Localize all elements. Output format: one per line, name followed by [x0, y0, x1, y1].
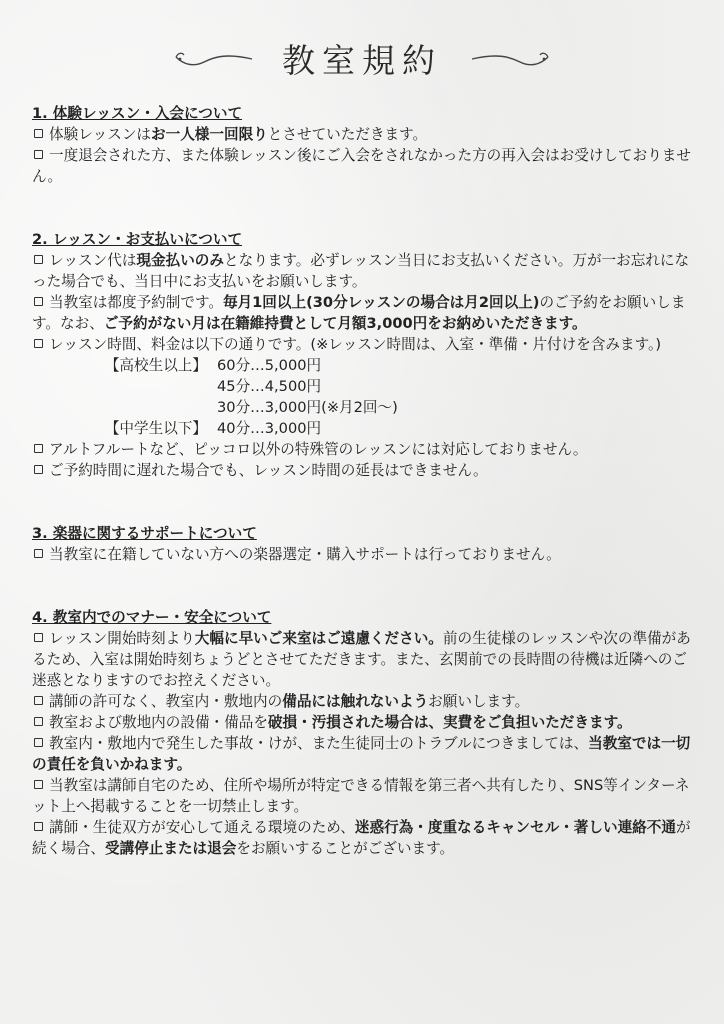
rule-emphasis: ご予約がない月は在籍維持費として月額3,000円をお納めいただきます。 [103, 315, 587, 332]
page-title: 教室規約 [282, 40, 442, 80]
page-header [0, 28, 724, 88]
rule-text: レッスン時間、料金は以下の通りです。(※レッスン時間は、入室・準備・片付けを含みます。) [49, 336, 662, 353]
rule-emphasis: 現金払いのみ [136, 252, 224, 269]
rule-text: のご予約をお願いします。なお、 [32, 294, 686, 332]
checkbox-bullet-icon [34, 339, 43, 348]
section-lesson-payment [32, 229, 694, 481]
section-heading: 1. 体験レッスン・入会について [32, 105, 243, 122]
rule-text: が続く場合、 [32, 819, 691, 857]
rule-item [32, 817, 694, 859]
rule-text: 当教室に在籍していない方への楽器選定・購入サポートは行っておりません。 [49, 546, 561, 563]
price-category [32, 397, 207, 418]
rule-text: 前の生徒様のレッスンや次の準備があるため、入室は開始時刻ちょうどとさせてただきます。また、玄関前での長時間の待機は近隣へのご迷惑となりますのでお控えください。 [32, 630, 691, 689]
rule-item [32, 250, 694, 292]
checkbox-bullet-icon [34, 549, 43, 558]
rule-text: 講師・生徒双方が安心して通える環境のため、 [49, 819, 355, 836]
rule-text: 教室および敷地内の設備・備品を [49, 714, 268, 731]
rule-text: 当教室は都度予約制です。 [49, 294, 223, 311]
section-heading: 2. レッスン・お支払いについて [32, 231, 243, 248]
rule-emphasis: お一人様一回限り [151, 126, 268, 143]
section-heading: 3. 楽器に関するサポートについて [32, 525, 257, 542]
checkbox-bullet-icon [34, 255, 43, 264]
rule-emphasis: 迷惑行為・度重なるキャンセル・著しい連絡不通 [354, 819, 676, 836]
price-category [32, 376, 207, 397]
rule-emphasis: 受講停止または退会 [104, 840, 237, 857]
rule-item [32, 334, 694, 355]
rule-emphasis: 備品には触れないよう [282, 693, 429, 710]
price-category: 【高校生以上】 [104, 357, 207, 374]
rule-text: レッスン代は [49, 252, 137, 269]
checkbox-bullet-icon [34, 738, 43, 747]
left-flourish-ornament [174, 43, 254, 73]
rule-text: 体験レッスンは [49, 126, 152, 143]
rule-text: 講師の許可なく、教室内・敷地内の [49, 693, 283, 710]
rule-item [32, 691, 694, 712]
rule-text: ご予約時間に遅れた場合でも、レッスン時間の延長はできません。 [49, 462, 488, 479]
rule-text: とさせていただきます。 [267, 126, 428, 143]
rule-item [32, 733, 694, 775]
checkbox-bullet-icon [34, 465, 43, 474]
checkbox-bullet-icon [34, 129, 43, 138]
checkbox-bullet-icon [34, 297, 43, 306]
rule-text: 一度退会された方、また体験レッスン後にご入会をされなかった方の再入会はお受けしておりません。 [32, 147, 691, 185]
price-row [32, 418, 694, 439]
rule-item [32, 775, 694, 817]
rule-text: レッスン開始時刻より [49, 630, 195, 647]
price-table [32, 355, 694, 439]
rule-item [32, 460, 694, 481]
rule-emphasis: 当教室では一切の責任を負いかねます。 [32, 735, 691, 773]
rule-item [32, 544, 694, 565]
checkbox-bullet-icon [34, 150, 43, 159]
rule-item [32, 292, 694, 334]
checkbox-bullet-icon [34, 633, 43, 642]
price-row [32, 376, 694, 397]
right-flourish-ornament [470, 43, 550, 73]
checkbox-bullet-icon [34, 696, 43, 705]
section-manners-safety [32, 607, 694, 859]
price-value: 30分…3,000円(※月2回〜) [217, 399, 398, 416]
checkbox-bullet-icon [34, 822, 43, 831]
rule-text: となります。必ずレッスン当日にお支払いください。万が一お忘れになった場合でも、当日中にお支払いをお願いします。 [32, 252, 690, 290]
rule-text: 当教室は講師自宅のため、住所や場所が特定できる情報を第三者へ共有したり、SNS等インターネット上へ掲載することを一切禁止します。 [32, 777, 690, 815]
section-instrument-support [32, 523, 694, 565]
rule-text: アルトフルートなど、ピッコロ以外の特殊管のレッスンには対応しておりません。 [49, 441, 588, 458]
checkbox-bullet-icon [34, 717, 43, 726]
price-value: 40分…3,000円 [217, 420, 322, 437]
rule-emphasis: 毎月1回以上(30分レッスンの場合は月2回以上) [222, 294, 540, 311]
rule-text: 教室内・敷地内で発生した事故・けが、また生徒同士のトラブルにつきましては、 [49, 735, 589, 752]
price-category: 【中学生以下】 [104, 420, 207, 437]
checkbox-bullet-icon [34, 444, 43, 453]
price-row [32, 355, 694, 376]
rule-emphasis: 大幅に早いご来室はご遠慮ください。 [194, 630, 443, 647]
rule-emphasis: 破損・汚損された場合は、実費をご負担いただきます。 [267, 714, 632, 731]
rule-item [32, 124, 694, 145]
rule-item [32, 712, 694, 733]
section-heading: 4. 教室内でのマナー・安全について [32, 609, 272, 626]
price-value: 45分…4,500円 [217, 378, 322, 395]
rule-item [32, 628, 694, 691]
rule-item [32, 439, 694, 460]
price-value: 60分…5,000円 [217, 357, 322, 374]
rules-content [32, 103, 694, 859]
rule-text: をお願いすることがございます。 [236, 840, 455, 857]
price-row [32, 397, 694, 418]
checkbox-bullet-icon [34, 780, 43, 789]
rule-text: お願いします。 [428, 693, 530, 710]
rule-item [32, 145, 694, 187]
section-trial-enrollment [32, 103, 694, 187]
